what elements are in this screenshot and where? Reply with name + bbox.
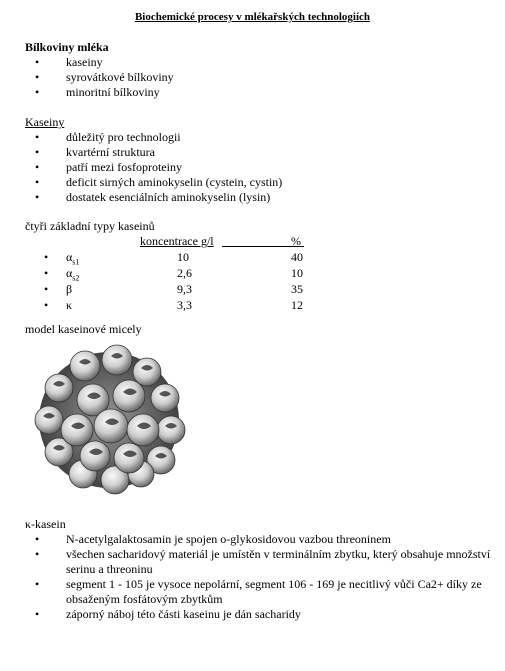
kappa-casein-list (35, 532, 496, 622)
bullet: • (44, 266, 49, 280)
casein-pct: 12 (291, 298, 303, 312)
casein-micelle-illustration (25, 338, 193, 498)
list-item: • záporný náboj této části kaseinu je dán sacharidy (35, 607, 301, 621)
casein-type-name: $\alpha_{s2}$ (66, 266, 80, 283)
casein-conc: 2,6 (177, 266, 192, 280)
caseins-heading: Kaseiny (25, 115, 65, 129)
casein-type-name: κ (66, 298, 73, 312)
milk-proteins-list (35, 55, 174, 100)
list-item: • kvartérní struktura (35, 145, 155, 159)
casein-conc: 3,3 (177, 298, 192, 312)
list-item: • deficit sirných aminokyselin (cystein, cystin) (35, 175, 283, 189)
casein-conc: 9,3 (177, 282, 192, 296)
list-item: • kaseiny (35, 55, 103, 69)
casein-types-heading: čtyři základní typy kaseinů (25, 219, 155, 233)
concentration-header: koncentrace g/l (140, 234, 214, 248)
casein-pct: 40 (291, 250, 303, 264)
casein-pct: 10 (291, 266, 303, 280)
bullet: • (44, 250, 49, 264)
casein-type-name: β (66, 282, 73, 296)
bullet: • (44, 282, 49, 296)
casein-type-name: $\alpha_{s1}$ (66, 250, 80, 267)
header-underline (222, 246, 304, 247)
kappa-casein-heading: κ-kasein (25, 517, 66, 531)
list-item: • důležitý pro technologii (35, 130, 181, 144)
list-item: • segment 1 - 105 je vysoce nepolární, segment 106 - 169 je necitlivý vůči Ca2+ díky ze obsaženým fosfátovým zbytkům (35, 577, 482, 606)
page-title: Biochemické procesy v mlékařských technologiích (134, 11, 371, 23)
list-item: • N-acetylgalaktosamin je spojen o-glykosidovou vazbou threoninem (35, 532, 391, 546)
list-item: • minoritní bílkoviny (35, 85, 160, 99)
bullet: • (44, 298, 49, 312)
list-item: • patří mezi fosfoproteiny (35, 160, 182, 174)
milk-proteins-heading: Bílkoviny mléka (25, 40, 109, 54)
casein-pct: 35 (291, 282, 303, 296)
list-item: • dostatek esenciálních aminokyselin (lysin) (35, 190, 271, 204)
list-item: • syrovátkové bílkoviny (35, 70, 174, 84)
caseins-list (35, 130, 283, 205)
casein-conc: 10 (177, 250, 189, 264)
micelle-model-heading: model kaseinové micely (25, 322, 142, 336)
list-item: • všechen sacharidový materiál je umístěn v terminálním zbytku, který obsahuje množství serinu a threoninu (35, 547, 491, 576)
percent-header: % (291, 234, 301, 248)
